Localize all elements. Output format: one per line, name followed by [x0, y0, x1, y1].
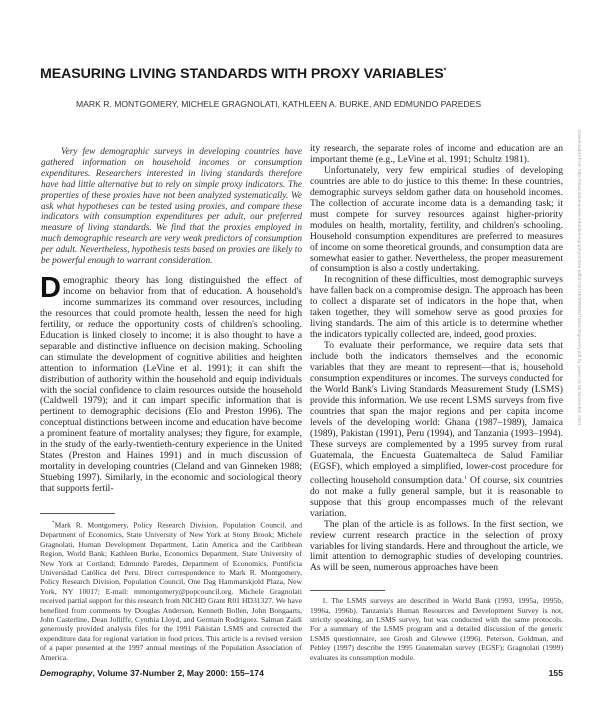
- left-footnote-area: [40, 503, 302, 662]
- paragraph-text: Of course, six countries do not make a fully general sample, but it is reasonable to suppose that this group encompasses much of the relevant variation.: [310, 474, 563, 519]
- paragraph-text: To evaluate their performance, we require data sets that include both the indicators themselves and the economic variables that they are meant to represent—that is, household consumption expenditures or incomes. The surveys conducted for the World Bank's Living Standards Measurement Study (LSMS) provide this information. We use recent LSMS surveys from five countries that span the major regions and per capita income levels of the developing world: Ghana (1987–1989), Jamaica (1989), Pakistan (1991), Peru (1994), and Tanzania (1993–1994). These surveys are complemented by a 1995 survey from rural Guatemala, the Encuesta Guatemalteca de Salud Familiar (EGSF), which employed a simplified, lower-cost procedure for collecting household consumption data.: [310, 340, 563, 486]
- author-footnote: [40, 519, 302, 662]
- author-note-text: Mark R. Montgomery, Policy Research Division, Population Council, and Department of Economics, State University of New York at Stony Brook; Michele Gragnolati, Human Development Department, Latin America and the Caribbean Region, World Bank; Kathleen Burke, Economics Department, State University of New York at Cortland; Edmundo Paredes, Department of Economics, Pontificia Universidad Católica del Peru. Direct correspondence to Mark R. Montgomery, Policy Research Division, Population Council, One Dag Hammarskjold Plaza, New York, NY 10017; E-mail: mmontgomery@popcouncil.org. Michele Gragnolati received partial support for this research from NICHD Grant R01 HD31327. We have benefited from comments by Douglas Anderson, Kenneth Bollen, John Bongaarts, John Casterline, Dean Jolliffe, Cynthia Lloyd, and Germain Rodriguez. Salman Zaidi generously provided analysis files for the 1991 Pakistan LSMS and corrected the expenditure data for regional variation in food prices. This article is a revised version of a paper presented at the 1997 annual meetings of the Population Association of America.: [40, 520, 302, 662]
- author-footnote-text: [40, 519, 302, 662]
- volume-info: , Volume 37-Number 2, May 2000: 155–174: [92, 668, 264, 678]
- right-footnote-area: [310, 580, 563, 662]
- footnote-divider-left: [40, 513, 115, 514]
- left-column: [40, 144, 302, 662]
- intro-paragraph: [40, 271, 302, 495]
- footnote-divider-right: [310, 590, 385, 591]
- journal-citation: [40, 668, 264, 678]
- page-body: [40, 144, 563, 678]
- article-title: [40, 66, 446, 82]
- journal-name: Demography: [40, 668, 93, 678]
- drop-cap: D: [40, 271, 61, 304]
- page-number: 155: [548, 668, 563, 678]
- footnote-mark: *: [52, 521, 55, 527]
- paragraph: [310, 341, 563, 519]
- two-column-layout: [40, 144, 563, 662]
- page-footer: [40, 668, 563, 678]
- left-column-body: [40, 271, 302, 495]
- footnote-ref[interactable]: 1: [464, 474, 468, 481]
- title-footnote-mark: *: [443, 67, 447, 75]
- title-text: MEASURING LIVING STANDARDS WITH PROXY VARIABLES: [40, 66, 444, 82]
- author-list: MARK R. MONTGOMERY, MICHELE GRAGNOLATI, KATHLEEN A. BURKE, AND EDMUNDO PAREDES: [76, 99, 482, 109]
- abstract: Very few demographic surveys in developing countries have gathered information on household incomes or consumption expenditures. Researchers interested in living standards therefore have had little alternative but to rely on simple proxy indicators. The properties of these proxies have not been analyzed systematically. We ask what hypotheses can be tested using proxies, and compare these indicators with consumption expenditures per adult, our preferred measure of living standards. We find that the proxies employed in much demographic research are very weak predictors of consumption per adult. Nevertheless, hypothesis tests based on proxies are likely to be powerful enough to warrant consideration.: [41, 147, 302, 267]
- paragraph: ity research, the separate roles of income and education are an important theme (e.g., LeVine et al. 1991; Schultz 1981).: [310, 143, 563, 165]
- paragraph: In recognition of these difficulties, most demographic surveys have fallen back on a compromise design. The approach has been to collect a disparate set of indicators in the hope that, when taken together, they will somehow serve as good proxies for living standards. The aim of this article is to determine whether the indicators typically collected are, indeed, good proxies.: [310, 274, 563, 341]
- right-column: [310, 144, 563, 662]
- intro-paragraph-text: emographic theory has long distinguished the effect of income on behavior from that of education. A household's income summarizes its command over resources, including the resources that could promote health, lessen the need for high fertility, or reduce the opportunity costs of children's schooling. Education is linked closely to income; it is also thought to have a separable and distinctive influence on decision making. Schooling can stimulate the development of cognitive abilities and heighten attention to information (LeVine et al. 1991); it can shift the distribution of authority within the household and equip individuals with the social confidence to claim resources outside the household (Caldwell 1979); and it can impart specific information that is pertinent to demographic decisions (Elo and Preston 1996). The conceptual distinctions between income and education have become a prominent feature of mortality analyses; they figure, for example, in the study of the early-twentieth-century experience in the United States (Preston and Haines 1991) and in much discussion of mortality in developing countries (Cleland and van Ginneken 1988; Stuebing 1997). Similarly, in the economic and sociological theory that supports fertil-: [40, 274, 302, 495]
- footnote-1: [310, 596, 563, 662]
- paragraph: Unfortunately, very few empirical studies of developing countries are able to do justice to this theme: In these countries, demographic surveys seldom gather data on household incomes. The collection of accurate income data is a demanding task; it must compete for survey resources against higher-priority modules on health, mortality, fertility, and children's schooling. Household consumption expenditures are preferred to measures of income on some theoretical grounds, and consumption data are somewhat easier to gather. Nevertheless, the proper measurement of consumption is also a costly undertaking.: [310, 164, 563, 275]
- footnote-1-text: 1. The LSMS surveys are described in World Bank (1993, 1995a, 1995b, 1996a, 1996b). Tanzania's Human Resources and Development Survey is not, strictly speaking, an LSMS survey, but was conducted with the same protocols. For a summary of the LSMS program and a detailed discussion of the generic LSMS questionnaire, see Grosh and Glewwe (1996). Peterson, Goldman, and Pebley (1997) describe the 1995 Guatemalan survey (EGSF); Gragnolati (1999) evaluates its consumption module.: [310, 596, 563, 662]
- right-column-body: [310, 144, 563, 574]
- download-watermark: Downloaded from http://read.dukeupress.edu/demography/article-pdf/37/2/155/899488/155montgomery.pdf by guest on 08 November 2021: [576, 130, 581, 426]
- paragraph: The plan of the article is as follows. In the first section, we review current research practice in the selection of proxy variables for living standards. Here and throughout the article, we limit attention to demographic studies of developing countries. As will be seen, numerous approaches have been: [310, 518, 563, 574]
